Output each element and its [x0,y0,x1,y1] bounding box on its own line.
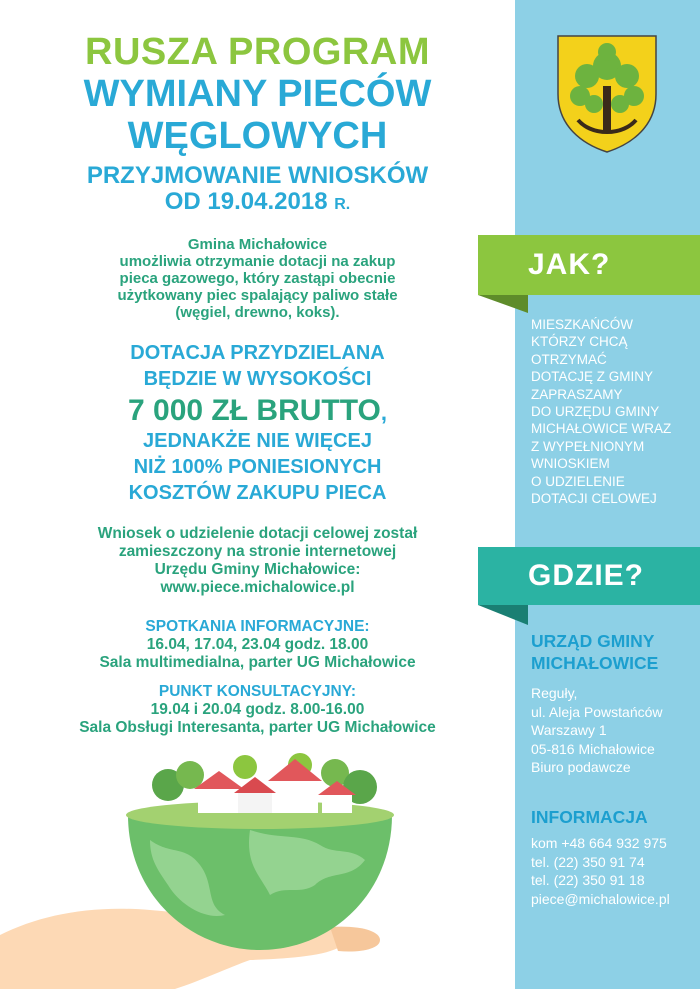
house-icon [238,791,272,813]
jak-text-line: O UDZIELENIE [531,473,625,489]
intro-line: użytkowany piec spalający paliwo stałe [117,287,398,304]
jak-banner [478,239,700,291]
intro-line: pieca gazowego, który zastąpi obecnie [119,270,396,287]
address-line: 05-816 Michałowice [531,740,655,757]
jak-heading: JAK? [528,248,611,281]
year-suffix: R. [334,196,351,213]
grant-line4: NIŻ 100% PONIESIONYCH [133,456,382,478]
contact-phone[interactable]: tel. (22) 350 91 74 [531,853,645,870]
jak-text-line: MICHAŁOWICE WRAZ [531,421,672,437]
consultation-line: Sala Obsługi Interesanta, parter UG Michałowice [79,719,436,736]
intro-line: Gmina Michałowice [187,236,328,253]
address-line: ul. Aleja Powstańców [531,703,663,720]
coat-of-arms-logo [554,32,660,154]
address-line: Reguły, [531,685,578,701]
jak-text-line: OTRZYMAĆ [531,351,607,367]
jak-text-line: KTÓRZY CHCĄ [531,334,628,350]
meetings-line: 16.04, 17.04, 23.04 godz. 18.00 [146,636,369,653]
application-line: zamieszczony na stronie internetowej [118,543,397,560]
subheadline-line1: PRZYJMOWANIE WNIOSKÓW [86,162,429,189]
consultation-line: 19.04 i 20.04 godz. 8.00-16.00 [150,701,365,718]
meetings-line: Sala multimedialna, parter UG Michałowice [99,654,416,671]
globe-hand-illustration [0,745,515,989]
grant-line5: KOSZTÓW ZAKUPU PIECA [128,482,387,504]
jak-text-line: ZAPRASZAMY [531,386,623,402]
contacts-block [531,834,670,908]
jak-text-line: DOTACJĘ Z GMINY [531,369,654,385]
grant-amount-value: 7 000 ZŁ BRUTTO [128,394,381,427]
subheadline-line2 [0,188,515,218]
jak-text-line: WNIOSKIEM [531,456,610,472]
application-url[interactable]: www.piece.michalowice.pl [160,579,355,596]
house-icon [272,779,318,813]
address-line: Warszawy 1 [531,722,607,739]
address-block [531,684,663,777]
jak-text-line: DO URZĘDU GMINY [531,404,660,420]
office-heading-line: URZĄD GMINY [531,631,655,651]
contact-email[interactable]: piece@michalowice.pl [531,890,670,907]
contact-mobile[interactable]: kom +48 664 932 975 [531,835,667,851]
office-heading-line: MICHAŁOWICE [531,653,659,673]
grant-line2: BĘDZIE W WYSOKOŚCI [143,368,372,390]
contact-phone[interactable]: tel. (22) 350 91 18 [531,872,645,889]
gdzie-heading: GDZIE? [528,559,644,592]
house-icon [198,787,240,813]
grant-amount [0,394,515,430]
grant-amount-comma: , [380,400,387,425]
start-date: OD 19.04.2018 [164,188,328,215]
meetings-heading: SPOTKANIA INFORMACYJNE: [145,618,370,635]
headline-line2: WYMIANY PIECÓW [83,73,432,115]
headline-line3: WĘGLOWYCH [127,115,388,157]
address-line: Biuro podawcze [531,759,631,776]
office-heading [531,630,658,674]
tree-icon [176,761,204,789]
intro-line: (węgiel, drewno, koks). [175,304,340,321]
jak-text-line: DOTACJI CELOWEJ [531,491,657,507]
consultation-heading: PUNKT KONSULTACYJNY: [158,683,357,700]
intro-line: umożliwia otrzymanie dotacji na zakup [119,253,396,270]
jak-text [531,316,671,507]
info-heading: INFORMACJA [531,807,648,827]
grant-line3: JEDNAKŻE NIE WIĘCEJ [143,430,372,452]
house-icon [322,793,352,813]
tree-icon [233,755,257,779]
application-line: Wniosek o udzielenie dotacji celowej został [97,525,418,542]
thumb-shape [330,927,380,952]
jak-text-line: Z WYPEŁNIONYM [531,438,645,454]
grant-line1: DOTACJA PRZYDZIELANA [130,342,385,364]
headline-line1: RUSZA PROGRAM [85,31,430,73]
jak-text-line: MIESZKAŃCÓW [531,317,634,332]
gdzie-banner [478,550,700,602]
application-line: Urzędu Gminy Michałowice: [154,561,361,578]
